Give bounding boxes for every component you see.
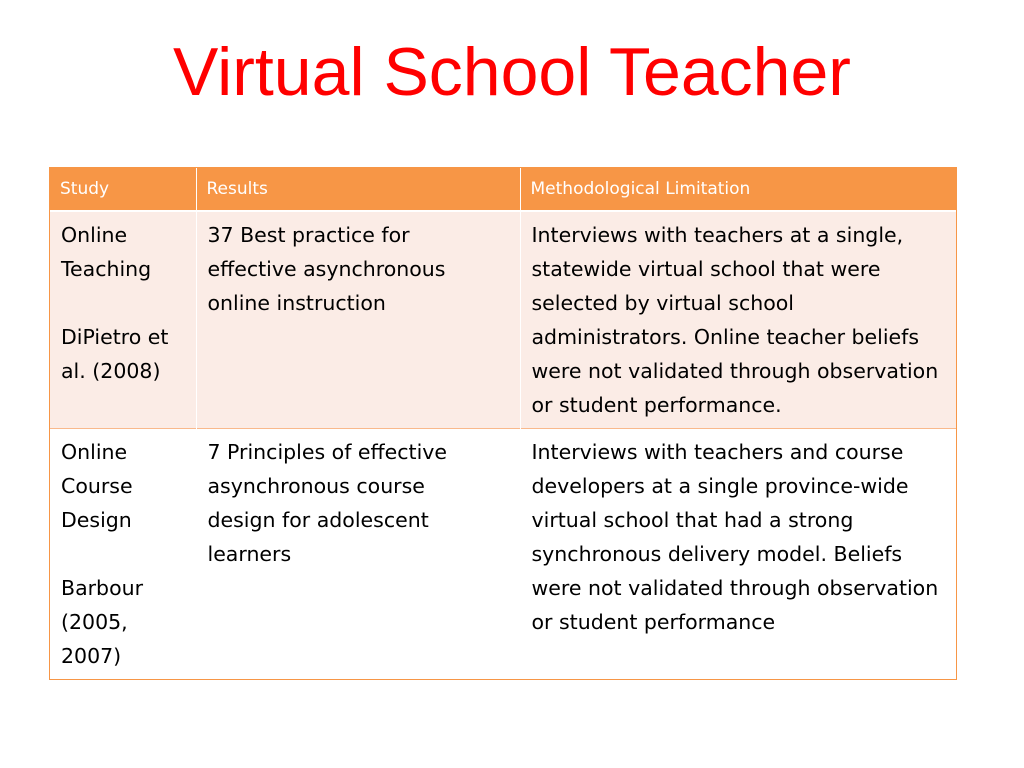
header-results: Results <box>196 168 520 211</box>
results-cell: 37 Best practice for effective asynchronous online instruction <box>196 211 520 429</box>
study-table <box>50 168 957 679</box>
header-study: Study <box>50 168 196 211</box>
slide-title: Virtual School Teacher <box>173 34 851 110</box>
table-row <box>50 211 957 429</box>
table-header-row <box>50 168 957 211</box>
study-cell <box>50 429 196 680</box>
study-cell <box>50 211 196 429</box>
study-author: DiPietro et al. (2008) <box>61 325 169 383</box>
study-topic: Online Course Design <box>61 440 133 532</box>
study-topic: Online Teaching <box>61 223 152 281</box>
limitation-cell: Interviews with teachers and course developers at a single province-wide virtual school that had a strong synchronous delivery model. Beliefs were not validated through observation or student performance <box>520 429 957 680</box>
limitation-cell: Interviews with teachers at a single, statewide virtual school that were selected by virtual school administrators. Online teacher beliefs were not validated through observation or student performance. <box>520 211 957 429</box>
results-cell: 7 Principles of effective asynchronous course design for adolescent learners <box>196 429 520 680</box>
header-limitation: Methodological Limitation <box>520 168 957 211</box>
table-row <box>50 429 957 680</box>
study-author: Barbour (2005, 2007) <box>61 576 144 668</box>
